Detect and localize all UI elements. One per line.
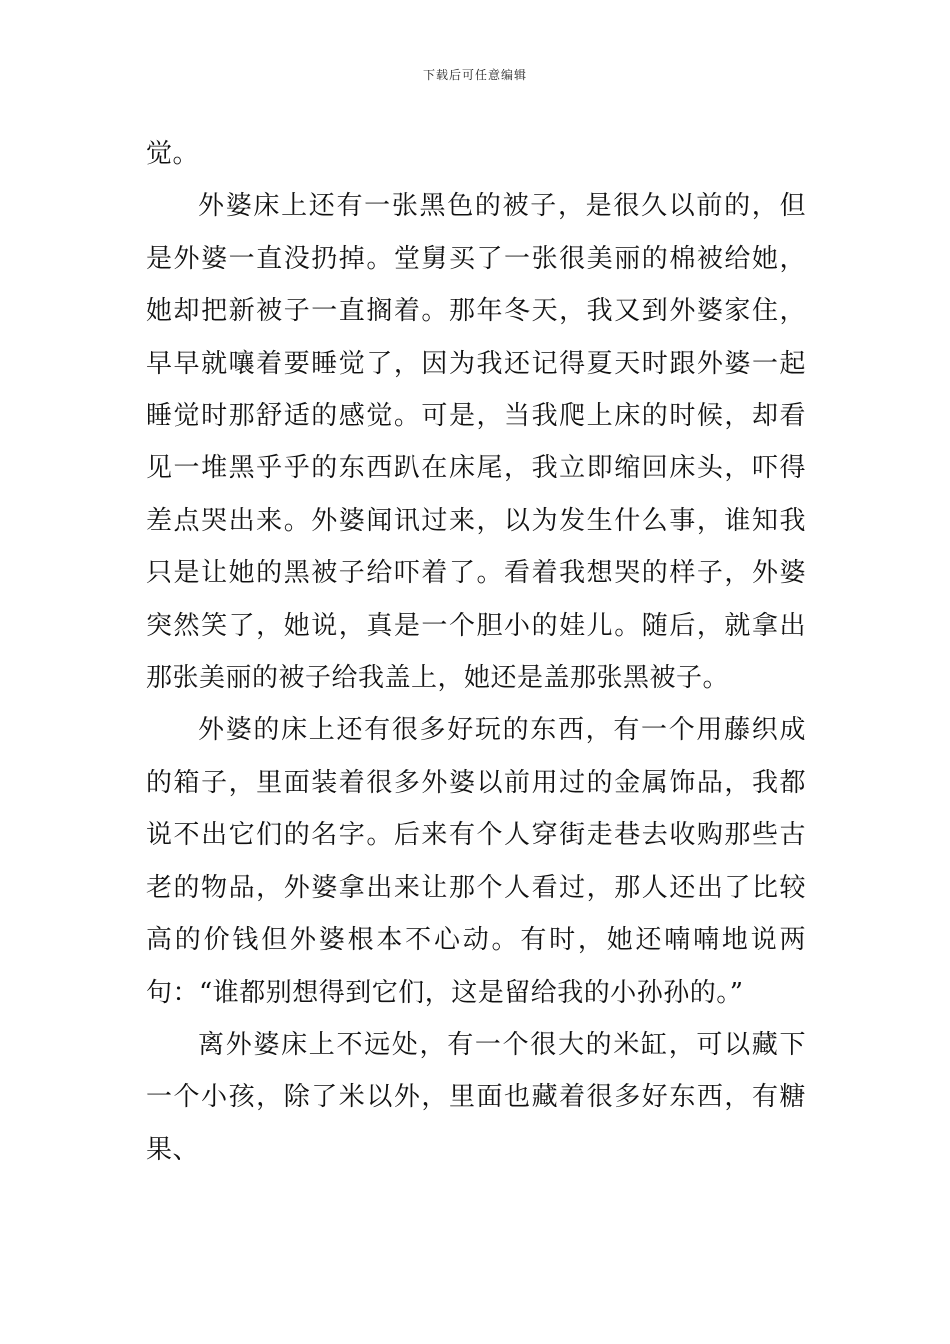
article-body — [146, 128, 806, 1176]
paragraph-4: 离外婆床上不远处，有一个很大的米缸，可以藏下一个小孩，除了米以外，里面也藏着很多好东西，有糖果、 — [146, 1029, 806, 1165]
paragraph-2: 外婆床上还有一张黑色的被子，是很久以前的，但是外婆一直没扔掉。堂舅买了一张很美丽的棉被给她，她却把新被子一直搁着。那年冬天，我又到外婆家住，早早就嚷着要睡觉了，因为我还记得夏天时跟外婆一起睡觉时那舒适的感觉。可是，当我爬上床的时候，却看见一堆黑乎乎的东西趴在床尾，我立即缩回床头，吓得差点哭出来。外婆闻讯过来，以为发生什么事，谁知我只是让她的黑被子给吓着了。看着我想哭的样子，外婆突然笑了，她说，真是一个胆小的娃儿。随后，就拿出那张美丽的被子给我盖上，她还是盖那张黑被子。 — [146, 191, 806, 694]
paragraph-1: 觉。 — [146, 139, 200, 169]
page-header: 下载后可任意编辑 — [422, 68, 527, 82]
paragraph-3: 外婆的床上还有很多好玩的东西，有一个用藤织成的箱子，里面装着很多外婆以前用过的金属饰品，我都说不出它们的名字。后来有个人穿街走巷去收购那些古老的物品，外婆拿出来让那个人看过，那人还出了比较高的价钱但外婆根本不心动。有时，她还喃喃地说两句：“谁都别想得到它们，这是留给我的小孙孙的。” — [146, 715, 806, 1008]
